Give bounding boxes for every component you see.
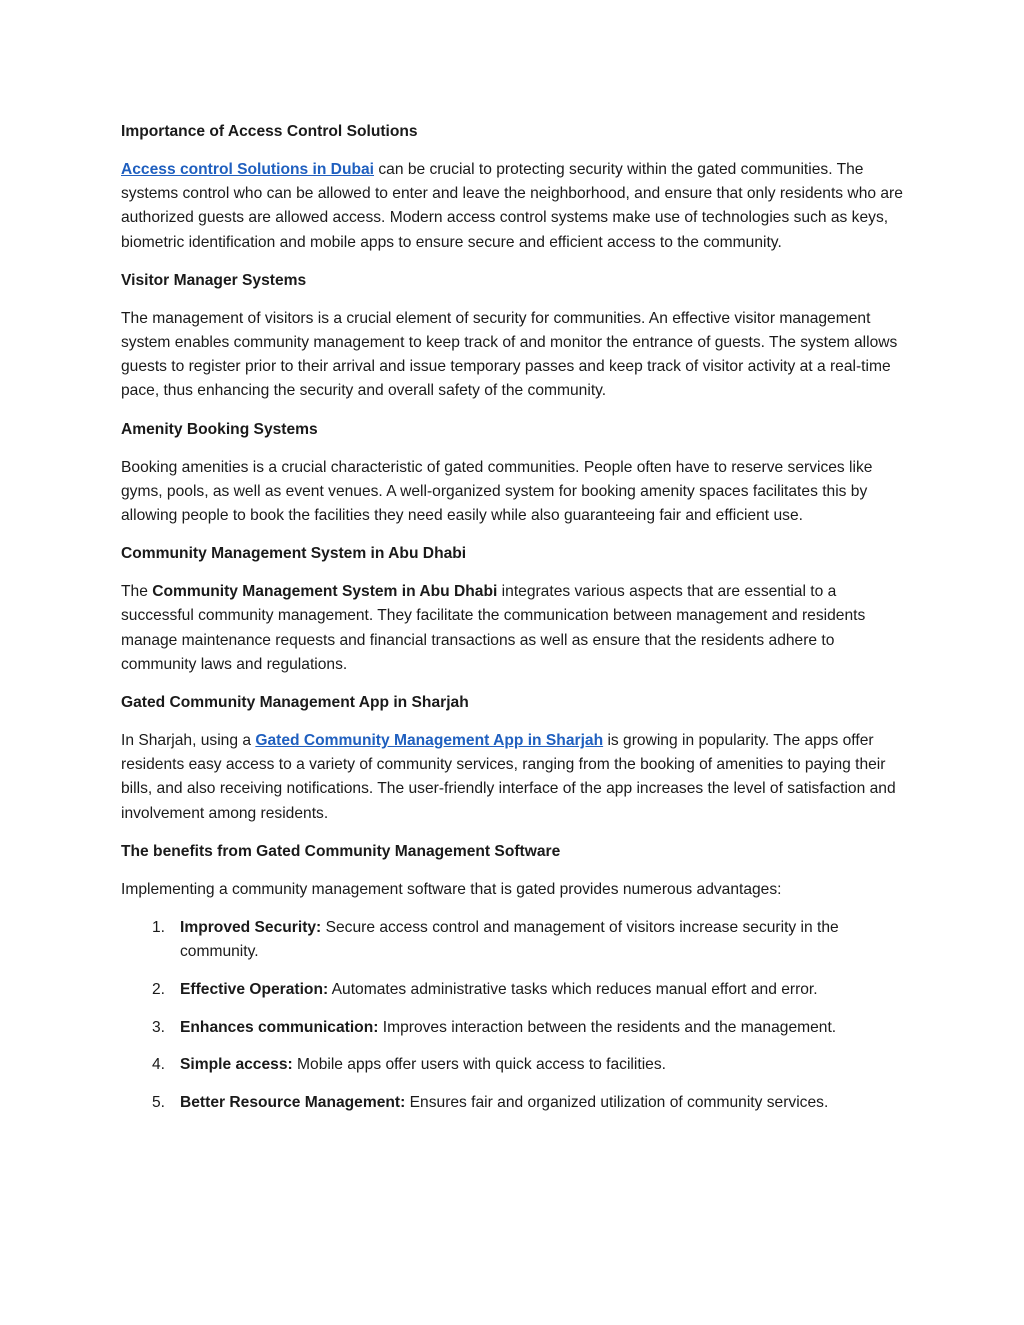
document-page	[121, 120, 911, 1129]
list-item-text: Ensures fair and organized utilization of community services.	[405, 1094, 829, 1112]
list-number: 1.	[152, 919, 166, 937]
paragraph-gated-community-app-sharjah	[121, 729, 911, 826]
list-number: 3.	[152, 1018, 166, 1036]
paragraph-access-control-text: can be crucial to protecting security within the gated communities. The systems control who can be allowed to enter and leave the neighborhood, and ensure that only residents who are authorized guests are allowed access. Modern access control systems make use of technologies such as keys, biometric identification and mobile apps to ensure secure and efficient access to the community.	[121, 161, 903, 251]
paragraph-text: is growing in popularity. The apps offer residents easy access to a variety of community services, ranging from the booking of amenities to paying their bills, and also receiving notifications. The user-friendly interface of the app increases the level of satisfaction and involvement among residents.	[121, 732, 896, 822]
heading-access-control: Importance of Access Control Solutions	[121, 123, 418, 140]
heading-gated-community-app-sharjah: Gated Community Management App in Sharjah	[121, 694, 469, 712]
benefits-list	[121, 916, 911, 1115]
link-gated-community-app-sharjah[interactable]: Gated Community Management App in Sharjah	[255, 732, 604, 750]
paragraph-visitor-manager: The management of visitors is a crucial element of security for communities. An effective visitor management system enables community management to keep track of and monitor the entrance of guests. The system allows guests to register prior to their arrival and issue temporary passes and keep track of visitor activity at a real-time pace, thus enhancing the security and overall safety of the community.	[121, 309, 898, 400]
list-item-text: Mobile apps offer users with quick access to facilities.	[292, 1056, 666, 1074]
list-item-title: Simple access:	[180, 1056, 293, 1074]
list-item-text: Automates administrative tasks which reduces manual effort and error.	[328, 980, 818, 998]
list-item-title: Improved Security:	[180, 919, 322, 937]
list-number: 2.	[152, 980, 166, 998]
list-item	[121, 1016, 911, 1040]
list-item-title: Better Resource Management:	[180, 1094, 406, 1112]
paragraph-prefix: The	[121, 583, 153, 601]
heading-amenity-booking: Amenity Booking Systems	[121, 420, 318, 438]
list-item	[121, 978, 911, 1002]
paragraph-amenity-booking: Booking amenities is a crucial characteristic of gated communities. People often have to reserve services like gyms, pools, as well as event venues. A well-organized system for booking amenity spaces facilitates this by allowing people to book the facilities they need easily while also guaranteeing fair and efficient use.	[121, 458, 873, 525]
list-item	[121, 1091, 911, 1115]
link-access-control-dubai[interactable]: Access control Solutions in Dubai	[121, 161, 375, 178]
list-item-text: Secure access control and management of visitors increase security in the community.	[180, 919, 839, 961]
list-item-title: Enhances communication:	[180, 1018, 379, 1036]
paragraph-community-management-abu-dhabi	[121, 580, 911, 677]
list-item-text: Improves interaction between the residents and the management.	[378, 1018, 837, 1036]
heading-visitor-manager: Visitor Manager Systems	[121, 271, 307, 289]
heading-community-management-abu-dhabi: Community Management System in Abu Dhabi	[121, 545, 467, 563]
list-item	[121, 916, 911, 964]
paragraph-benefits-intro: Implementing a community management software that is gated provides numerous advantages:	[121, 880, 782, 898]
heading-benefits: The benefits from Gated Community Management Software	[121, 842, 561, 860]
list-item	[121, 1053, 911, 1077]
paragraph-text: integrates various aspects that are essential to a successful community management. They facilitate the communication between management and residents manage maintenance requests and financial transactions as well as ensure that the residents adhere to community laws and regulations.	[121, 583, 866, 673]
bold-term-community-management: Community Management System in Abu Dhabi	[152, 583, 498, 601]
paragraph-prefix: In Sharjah, using a	[121, 732, 256, 750]
list-number: 4.	[152, 1056, 166, 1074]
list-item-title: Effective Operation:	[180, 980, 329, 998]
paragraph-access-control	[121, 158, 911, 255]
list-number: 5.	[152, 1094, 166, 1112]
